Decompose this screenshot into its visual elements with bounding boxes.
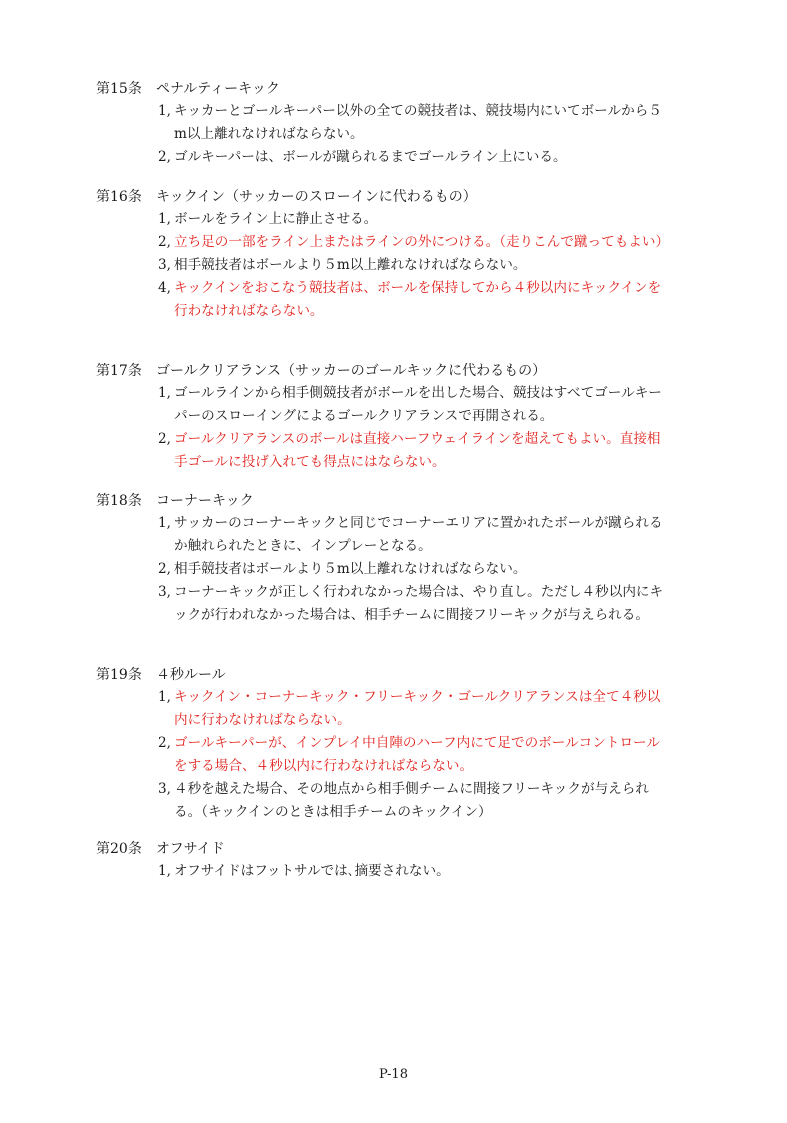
list-item: [96, 778, 664, 824]
item-number: 3,: [158, 584, 171, 600]
list-item: [96, 558, 664, 581]
item-number: 1,: [158, 211, 171, 227]
list-item: [96, 428, 664, 474]
item-text: ４秒を越えた場合、その地点から相手側チームに間接フリーキックが与えられる。（キックインのときは相手チームのキックイン）: [174, 781, 649, 820]
article-heading: [96, 490, 696, 512]
item-text: サッカーのコーナーキックと同じでコーナーエリアに置かれたボールが蹴られるか触れられたときに、インプレーとなる。: [174, 515, 663, 554]
article-title: コーナーキック: [156, 493, 254, 509]
list-item: [96, 100, 664, 146]
article-items: [96, 686, 696, 824]
list-item: [96, 146, 664, 169]
item-number: 3,: [158, 257, 171, 273]
article-number: 第16条: [96, 189, 142, 205]
article-number: 第19条: [96, 667, 142, 683]
item-number: 2,: [158, 431, 171, 447]
item-text-highlighted: ゴールクリアランスのボールは直接ハーフウェイラインを超えてもよい。直接相手ゴールに投げ入れても得点にはならない。: [174, 431, 661, 470]
article-title: オフサイド: [156, 841, 225, 857]
article-title: ４秒ルール: [156, 667, 226, 683]
list-item: [96, 732, 664, 778]
item-text-highlighted: 立ち足の一部をライン上またはラインの外につける。（走りこんで蹴ってもよい）: [174, 234, 670, 250]
item-number: 1,: [158, 385, 171, 401]
article-17: [96, 360, 696, 474]
article-heading: [96, 664, 696, 686]
item-text-highlighted: キックインをおこなう競技者は、ボールを保持してから４秒以内にキックインを行わなければならない。: [174, 280, 662, 319]
article-title: キックイン（サッカーのスローインに代わるもの）: [156, 189, 477, 205]
list-item: [96, 254, 664, 277]
article-title: ペナルティーキック: [156, 81, 280, 97]
list-item: [96, 686, 664, 732]
list-item: [96, 860, 664, 883]
article-heading: [96, 78, 696, 100]
item-number: 2,: [158, 149, 171, 165]
article-items: [96, 860, 696, 883]
item-text: キッカーとゴールキーパー以外の全ての競技者は、競技場内にいてボールから５m以上離れなければならない。: [174, 103, 662, 142]
item-number: 2,: [158, 234, 171, 250]
article-18: [96, 490, 696, 627]
article-heading: [96, 360, 696, 382]
article-heading: [96, 186, 696, 208]
article-number: 第20条: [96, 841, 142, 857]
item-text: ゴールラインから相手側競技者がボールを出した場合、競技はすべてゴールキーパーのスローイングによるゴールクリアランスで再開される。: [174, 385, 662, 424]
item-text: ゴルキーパーは、ボールが蹴られるまでゴールライン上にいる。: [174, 149, 567, 165]
item-number: 2,: [158, 561, 171, 577]
list-item: [96, 382, 664, 428]
article-heading: [96, 838, 696, 860]
item-number: 1,: [158, 863, 171, 879]
article-items: [96, 512, 696, 627]
article-15: [96, 78, 696, 169]
list-item: [96, 581, 664, 627]
item-text-highlighted: ゴールキーパーが、インプレイ中自陣のハーフ内にて足でのボールコントロールをする場合、４秒以内に行わなければならない。: [174, 735, 660, 774]
item-text: コーナーキックが正しく行われなかった場合は、やり直し。ただし４秒以内にキックが行われなかった場合は、相手チームに間接フリーキックが与えられる。: [174, 584, 664, 623]
page-number: P-18: [379, 1067, 408, 1082]
list-item: [96, 208, 664, 231]
item-number: 1,: [158, 103, 171, 119]
article-items: [96, 382, 696, 474]
item-number: 4,: [158, 280, 171, 296]
item-text: オフサイドはフットサルでは､摘要されない。: [174, 863, 450, 879]
item-text: 相手競技者はボールより５m以上離れなければならない。: [174, 561, 527, 577]
item-number: 3,: [158, 781, 171, 797]
item-number: 1,: [158, 689, 171, 705]
article-20: [96, 838, 696, 883]
article-number: 第17条: [96, 363, 142, 379]
item-text: ボールをライン上に静止させる。: [174, 211, 378, 227]
list-item: [96, 277, 664, 323]
article-19: [96, 664, 696, 824]
item-number: 2,: [158, 735, 171, 751]
article-number: 第15条: [96, 81, 142, 97]
article-16: [96, 186, 696, 323]
item-number: 1,: [158, 515, 171, 531]
article-items: [96, 208, 696, 323]
list-item: [96, 512, 664, 558]
list-item: [96, 231, 670, 254]
article-items: [96, 100, 696, 169]
article-number: 第18条: [96, 493, 142, 509]
article-title: ゴールクリアランス（サッカーのゴールキックに代わるもの）: [156, 363, 547, 379]
item-text-highlighted: キックイン・コーナーキック・フリーキック・ゴールクリアランスは全て４秒以内に行わなければならない。: [174, 689, 661, 728]
item-text: 相手競技者はボールより５m以上離れなければならない。: [174, 257, 527, 273]
